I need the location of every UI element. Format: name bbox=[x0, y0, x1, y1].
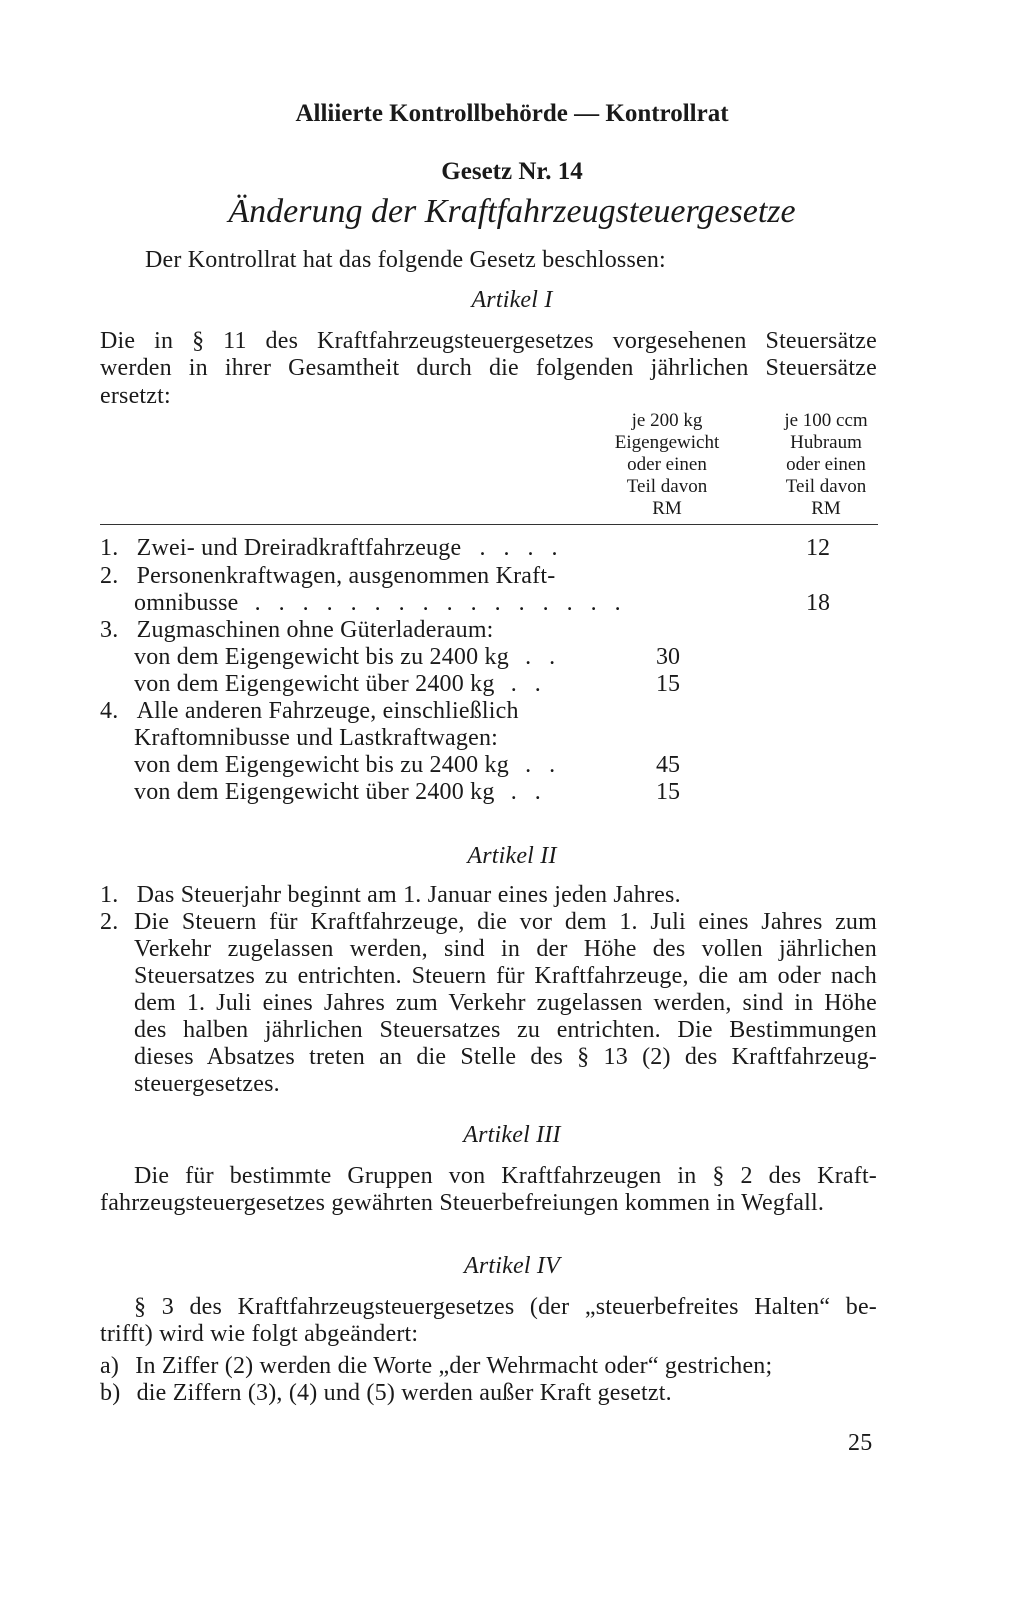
table-row bbox=[100, 617, 494, 644]
intro-sentence: Der Kontrollrat hat das folgende Gesetz beschlossen: bbox=[145, 247, 666, 273]
table-row bbox=[134, 671, 547, 698]
article-4-item-b bbox=[100, 1380, 672, 1407]
item-number: a) bbox=[100, 1353, 120, 1379]
article-3-title: Artikel III bbox=[463, 1122, 561, 1148]
article-1-line-3: ersetzt: bbox=[100, 383, 171, 409]
column-header-line: Eigengewicht bbox=[614, 432, 720, 453]
article-2-item-2-line: Steuersatzes zu entrichten. Steuern für Kraftfahrzeuge, die am oder nach bbox=[134, 963, 877, 989]
row-text: Kraftomnibusse und Lastkraftwagen: bbox=[134, 725, 499, 751]
table-row bbox=[134, 779, 547, 806]
article-1-title: Artikel I bbox=[471, 287, 553, 313]
row-leader-dots: . . bbox=[525, 752, 562, 778]
column-header-weight bbox=[597, 410, 737, 520]
row-value-displacement: 12 bbox=[806, 535, 830, 561]
article-4-line-1: § 3 des Kraftfahrzeugsteuergesetzes (der „steuerbefreites Halten“ be- bbox=[134, 1294, 877, 1320]
article-1-line-1: Die in § 11 des Kraftfahrzeugsteuergesetzes vorgesehenen Steuersätze bbox=[100, 328, 877, 354]
row-text: von dem Eigengewicht bis zu 2400 kg bbox=[134, 752, 509, 778]
article-4-line-2: trifft) wird wie folgt abgeändert: bbox=[100, 1321, 419, 1347]
column-header-line: Teil davon bbox=[626, 476, 708, 497]
row-text: Alle anderen Fahrzeuge, einschließlich bbox=[136, 698, 519, 724]
row-number: 1. bbox=[100, 535, 119, 561]
row-leader-dots: . . bbox=[510, 671, 547, 697]
row-value-weight: 30 bbox=[656, 644, 680, 670]
table-row bbox=[134, 644, 561, 671]
page-number: 25 bbox=[848, 1430, 873, 1456]
article-2-item-2-line: dieses Absatzes treten an die Stelle des § 13 (2) des Kraftfahrzeug- bbox=[134, 1044, 877, 1070]
row-text: Personenkraftwagen, ausgenommen Kraft- bbox=[136, 563, 556, 589]
item-number: b) bbox=[100, 1380, 121, 1406]
table-rule bbox=[100, 524, 878, 525]
row-number: 4. bbox=[100, 698, 119, 724]
article-2-item-2-line: steuergesetzes. bbox=[134, 1071, 280, 1097]
column-header-line: oder einen bbox=[627, 454, 707, 475]
row-value-weight: 15 bbox=[656, 671, 680, 697]
authority-heading: Alliierte Kontrollbehörde — Kontrollrat bbox=[295, 100, 729, 127]
column-header-line: Teil davon bbox=[785, 476, 867, 497]
table-row bbox=[100, 563, 555, 590]
column-header-line: RM bbox=[811, 498, 841, 519]
item-number: 2. bbox=[100, 909, 119, 935]
item-text: In Ziffer (2) werden die Worte „der Wehrmacht oder“ gestrichen; bbox=[135, 1353, 773, 1379]
row-text: Zugmaschinen ohne Güterladeraum: bbox=[136, 617, 494, 643]
article-4-item-a bbox=[100, 1353, 772, 1380]
law-title: Änderung der Kraftfahrzeugsteuergesetze bbox=[228, 193, 796, 230]
article-2-item-1 bbox=[100, 882, 681, 909]
row-text: von dem Eigengewicht bis zu 2400 kg bbox=[134, 644, 509, 670]
row-text: Zwei- und Dreiradkraftfahrzeuge bbox=[136, 535, 462, 561]
article-2-title: Artikel II bbox=[467, 843, 557, 869]
column-header-line: Hubraum bbox=[790, 432, 862, 453]
article-4-title: Artikel IV bbox=[464, 1253, 560, 1279]
table-row bbox=[134, 590, 627, 617]
row-text: von dem Eigengewicht über 2400 kg bbox=[134, 779, 495, 805]
article-2-item-2-line: Die Steuern für Kraftfahrzeuge, die vor dem 1. Juli eines Jahres zum bbox=[134, 909, 877, 935]
item-text: die Ziffern (3), (4) und (5) werden außer Kraft gesetzt. bbox=[136, 1380, 672, 1406]
article-2-item-2-line: des halben jährlichen Steuersatzes zu entrichten. Die Bestimmungen bbox=[134, 1017, 877, 1043]
article-3-line-2: fahrzeugsteuergesetzes gewährten Steuerbefreiungen kommen in Wegfall. bbox=[100, 1190, 825, 1216]
article-2-item-2-line: Verkehr zugelassen werden, sind in der Höhe des vollen jährlichen bbox=[134, 936, 877, 962]
row-leader-dots: . . . . bbox=[479, 535, 564, 561]
row-leader-dots: . . bbox=[525, 644, 562, 670]
table-row bbox=[100, 535, 564, 562]
column-header-line: je 100 ccm bbox=[784, 410, 868, 431]
item-number: 1. bbox=[100, 882, 119, 908]
row-leader-dots: . . bbox=[510, 779, 547, 805]
row-number: 2. bbox=[100, 563, 119, 589]
column-header-line: RM bbox=[652, 498, 682, 519]
row-value-weight: 15 bbox=[656, 779, 680, 805]
table-row bbox=[134, 725, 498, 752]
column-header-displacement bbox=[756, 410, 896, 520]
row-leader-dots: . . . . . . . . . . . . . . . . bbox=[254, 590, 627, 616]
table-row bbox=[100, 698, 519, 725]
item-text: Das Steuerjahr beginnt am 1. Januar eines jeden Jahres. bbox=[136, 882, 681, 908]
column-header-line: je 200 kg bbox=[631, 410, 703, 431]
row-text: omnibusse bbox=[134, 590, 239, 616]
law-number: Gesetz Nr. 14 bbox=[441, 158, 583, 185]
row-number: 3. bbox=[100, 617, 119, 643]
article-1-line-2: werden in ihrer Gesamtheit durch die folgenden jährlichen Steuersätze bbox=[100, 355, 877, 381]
table-row bbox=[134, 752, 561, 779]
row-value-displacement: 18 bbox=[806, 590, 830, 616]
row-value-weight: 45 bbox=[656, 752, 680, 778]
column-header-line: oder einen bbox=[786, 454, 866, 475]
row-text: von dem Eigengewicht über 2400 kg bbox=[134, 671, 495, 697]
article-2-item-2-line: dem 1. Juli eines Jahres zum Verkehr zugelassen werden, sind in Höhe bbox=[134, 990, 877, 1016]
article-3-line-1: Die für bestimmte Gruppen von Kraftfahrzeugen in § 2 des Kraft- bbox=[134, 1163, 877, 1189]
